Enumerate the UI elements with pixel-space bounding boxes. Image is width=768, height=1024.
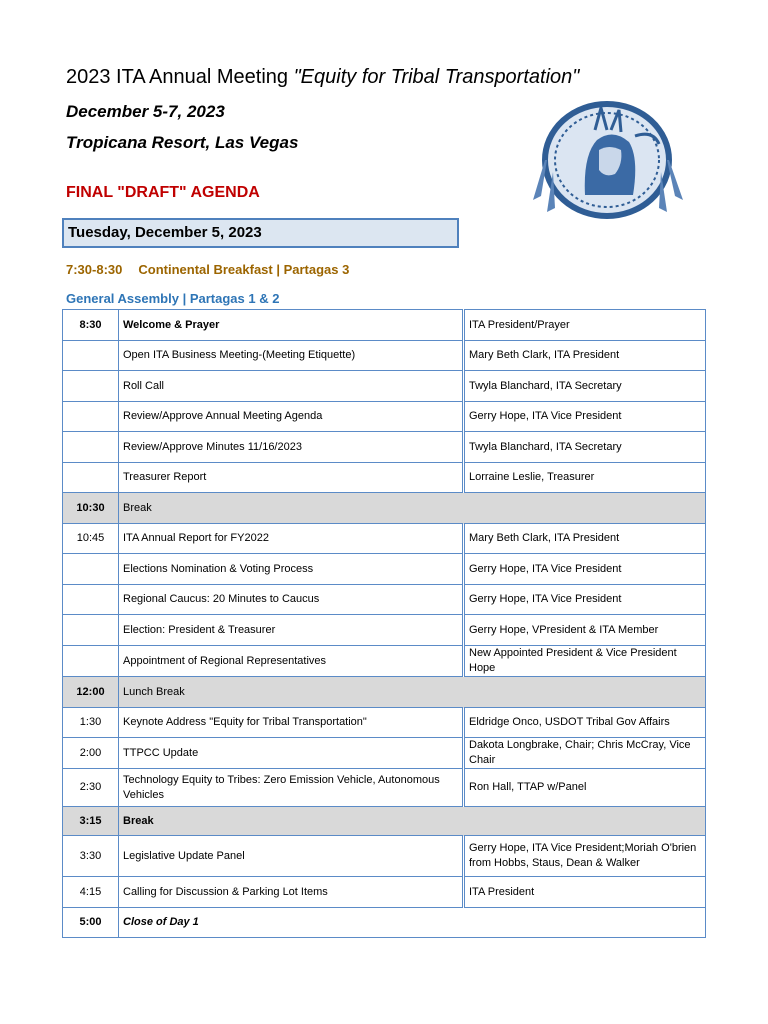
table-row	[63, 402, 706, 432]
table-row	[63, 341, 706, 371]
row-item: Election: President & Treasurer	[119, 615, 464, 646]
table-row	[63, 463, 706, 493]
row-presenter: Gerry Hope, ITA Vice President	[464, 554, 706, 585]
row-presenter: Gerry Hope, ITA Vice President;Moriah O'brien from Hobbs, Staus, Dean & Walker	[464, 836, 706, 877]
row-item: TTPCC Update	[119, 738, 464, 769]
row-presenter: Twyla Blanchard, ITA Secretary	[464, 371, 706, 402]
agenda-table	[62, 309, 706, 938]
table-row	[63, 708, 706, 738]
row-item: Regional Caucus: 20 Minutes to Caucus	[119, 585, 464, 615]
row-presenter: Twyla Blanchard, ITA Secretary	[464, 432, 706, 463]
table-row	[63, 836, 706, 877]
break-row	[63, 493, 706, 524]
row-time: 4:15	[63, 877, 119, 908]
row-presenter: Eldridge Onco, USDOT Tribal Gov Affairs	[464, 708, 706, 738]
row-time: 2:30	[63, 769, 119, 807]
row-item: Break	[119, 493, 706, 524]
breakfast-line	[66, 262, 349, 277]
row-presenter: Dakota Longbrake, Chair; Chris McCray, Vice Chair	[464, 738, 706, 769]
row-item: Review/Approve Minutes 11/16/2023	[119, 432, 464, 463]
breakfast-text: Continental Breakfast | Partagas 3	[138, 262, 350, 277]
row-item: Welcome & Prayer	[119, 310, 464, 341]
row-item: Legislative Update Panel	[119, 836, 464, 877]
row-time	[63, 646, 119, 677]
row-item: Lunch Break	[119, 677, 706, 708]
breakfast-time: 7:30-8:30	[66, 262, 123, 277]
row-item: Open ITA Business Meeting-(Meeting Etiquette)	[119, 341, 464, 371]
session-heading: General Assembly | Partagas 1 & 2	[66, 291, 280, 306]
document-title	[66, 66, 579, 89]
break-row	[63, 807, 706, 836]
row-item: Elections Nomination & Voting Process	[119, 554, 464, 585]
day-heading: Tuesday, December 5, 2023	[62, 218, 459, 248]
table-row	[63, 908, 706, 938]
table-row	[63, 554, 706, 585]
meeting-dates: December 5-7, 2023	[66, 102, 225, 121]
table-row	[63, 615, 706, 646]
row-item: Appointment of Regional Representatives	[119, 646, 464, 677]
table-row	[63, 769, 706, 807]
table-row	[63, 585, 706, 615]
row-time: 8:30	[63, 310, 119, 341]
title-theme: "Equity for Tribal Transportation"	[293, 66, 580, 88]
table-row	[63, 646, 706, 677]
row-presenter: Gerry Hope, ITA Vice President	[464, 402, 706, 432]
row-presenter: Mary Beth Clark, ITA President	[464, 341, 706, 371]
row-presenter: New Appointed President & Vice President Hope	[464, 646, 706, 677]
agenda-label: FINAL "DRAFT" AGENDA	[66, 184, 260, 201]
table-row	[63, 738, 706, 769]
row-item: Keynote Address "Equity for Tribal Transportation"	[119, 708, 464, 738]
table-row	[63, 432, 706, 463]
row-time	[63, 463, 119, 493]
table-row	[63, 877, 706, 908]
row-time: 3:30	[63, 836, 119, 877]
row-item: Technology Equity to Tribes: Zero Emission Vehicle, Autonomous Vehicles	[119, 769, 464, 807]
row-time	[63, 341, 119, 371]
row-presenter: Ron Hall, TTAP w/Panel	[464, 769, 706, 807]
row-time: 3:15	[63, 807, 119, 836]
break-row	[63, 677, 706, 708]
ita-logo-emblem	[525, 100, 690, 230]
row-time	[63, 585, 119, 615]
row-item: Break	[119, 807, 706, 836]
row-item: ITA Annual Report for FY2022	[119, 524, 464, 554]
title-text: 2023 ITA Annual Meeting	[66, 66, 294, 88]
row-time	[63, 402, 119, 432]
row-time: 10:45	[63, 524, 119, 554]
row-presenter: Gerry Hope, VPresident & ITA Member	[464, 615, 706, 646]
row-item: Calling for Discussion & Parking Lot Items	[119, 877, 464, 908]
row-presenter: Gerry Hope, ITA Vice President	[464, 585, 706, 615]
meeting-venue: Tropicana Resort, Las Vegas	[66, 133, 299, 152]
row-item: Treasurer Report	[119, 463, 464, 493]
row-time: 12:00	[63, 677, 119, 708]
table-row	[63, 524, 706, 554]
row-presenter: Mary Beth Clark, ITA President	[464, 524, 706, 554]
row-presenter: Lorraine Leslie, Treasurer	[464, 463, 706, 493]
row-item: Review/Approve Annual Meeting Agenda	[119, 402, 464, 432]
row-time	[63, 615, 119, 646]
row-item: Roll Call	[119, 371, 464, 402]
row-time: 1:30	[63, 708, 119, 738]
row-time: 2:00	[63, 738, 119, 769]
row-time: 10:30	[63, 493, 119, 524]
table-row	[63, 371, 706, 402]
row-time: 5:00	[63, 908, 119, 938]
table-row	[63, 310, 706, 341]
row-time	[63, 554, 119, 585]
row-item: Close of Day 1	[119, 908, 706, 938]
row-presenter: ITA President	[464, 877, 706, 908]
row-time	[63, 371, 119, 402]
row-presenter: ITA President/Prayer	[464, 310, 706, 341]
row-time	[63, 432, 119, 463]
